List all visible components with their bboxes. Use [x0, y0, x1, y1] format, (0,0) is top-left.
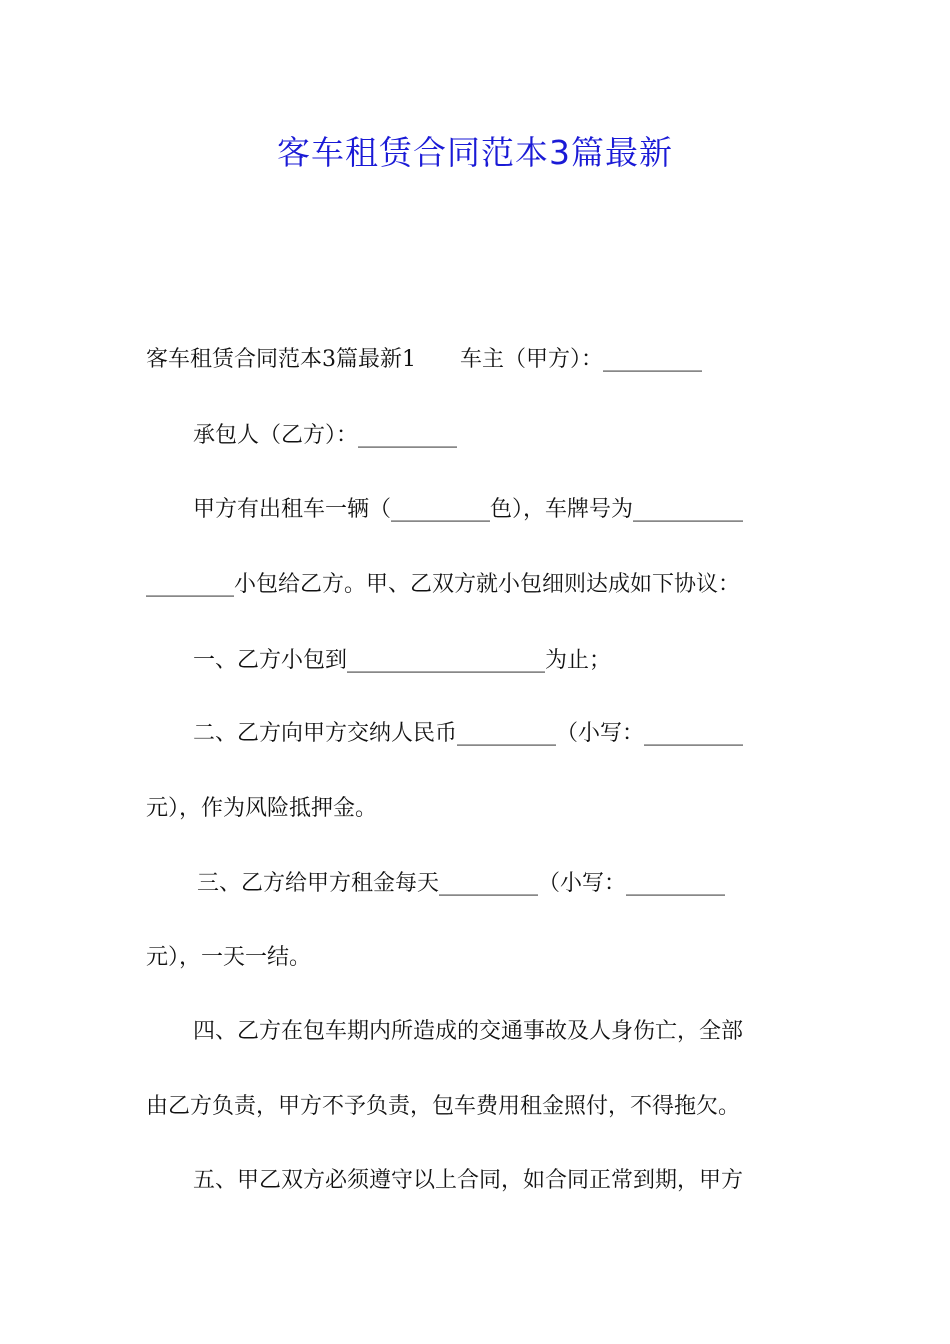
paragraph-line-4: ________小包给乙方。甲、乙双方就小包细则达成如下协议：: [146, 572, 741, 597]
paragraph-line-3: 甲方有出租车一辆（_________色），车牌号为__________: [193, 497, 744, 522]
paragraph-line-1: 客车租赁合同范本3篇最新1 车主（甲方）：_________: [146, 347, 702, 372]
paragraph-line-2: 承包人（乙方）：_________: [193, 423, 458, 448]
paragraph-line-6: 二、乙方向甲方交纳人民币_________（小写：_________: [193, 721, 744, 746]
document-title: 客车租赁合同范本3篇最新: [277, 133, 673, 172]
paragraph-line-5: 一、乙方小包到__________________为止；: [193, 648, 612, 673]
paragraph-line-9: 元），一天一结。: [146, 945, 312, 970]
paragraph-line-10: 四、乙方在包车期内所造成的交通事故及人身伤亡，全部: [193, 1019, 744, 1044]
paragraph-line-11: 由乙方负责，甲方不予负责，包车费用租金照付，不得拖欠。: [146, 1094, 741, 1119]
paragraph-line-7: 元），作为风险抵押金。: [146, 796, 378, 821]
paragraph-line-12: 五、甲乙双方必须遵守以上合同，如合同正常到期，甲方: [193, 1168, 744, 1193]
paragraph-line-8: 三、乙方给甲方租金每天_________（小写：_________: [197, 871, 726, 896]
